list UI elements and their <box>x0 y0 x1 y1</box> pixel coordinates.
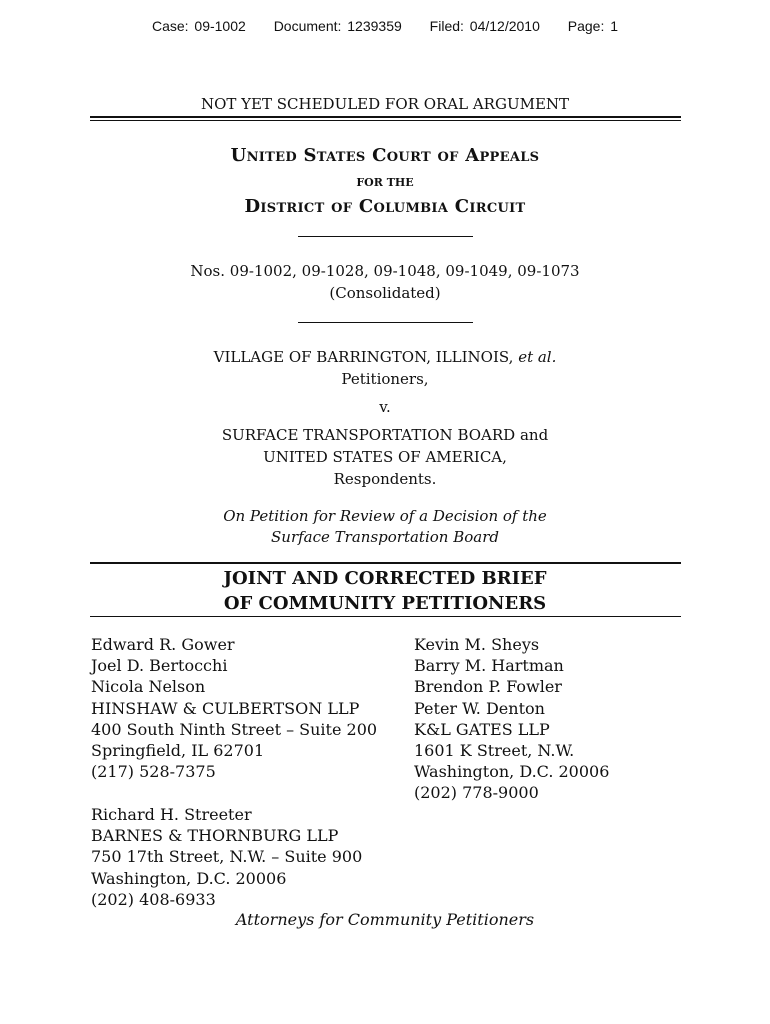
counsel-line: K&L GATES LLP <box>414 719 550 739</box>
header-page: Page: 1 <box>567 18 619 34</box>
oral-argument-notice: NOT YET SCHEDULED FOR ORAL ARGUMENT <box>200 95 570 113</box>
petitioner-name <box>0 348 770 366</box>
brief-title-line-1: JOINT AND CORRECTED BRIEF <box>223 568 547 589</box>
petitioner-etal: et al. <box>518 348 557 366</box>
thin-rule <box>90 616 681 617</box>
header-case: Case: 09-1002 <box>151 18 246 34</box>
double-rule <box>90 116 681 121</box>
counsel-line: Brendon P. Fowler <box>414 677 562 697</box>
counsel-line: Washington, D.C. 20006 <box>91 868 287 888</box>
counsel-block-right <box>414 634 609 804</box>
counsel-block-left-2 <box>91 804 362 910</box>
short-rule-2 <box>298 322 473 323</box>
court-name: United States Court of Appeals <box>230 145 540 166</box>
counsel-block-left <box>91 634 377 782</box>
petition-line-1: On Petition for Review of a Decision of the <box>223 507 547 525</box>
counsel-line: Springfield, IL 62701 <box>91 741 265 761</box>
court-circuit: District of Columbia Circuit <box>244 196 526 217</box>
brief-title-line-2: OF COMMUNITY PETITIONERS <box>223 593 547 614</box>
header-document: Document: 1239359 <box>273 18 402 34</box>
counsel-line: Richard H. Streeter <box>91 805 252 824</box>
counsel-line: 400 South Ninth Street – Suite 200 <box>91 719 378 739</box>
counsel-line: Peter W. Denton <box>414 698 545 718</box>
respondent-line-2: UNITED STATES OF AMERICA, <box>263 448 507 466</box>
counsel-line: (202) 778-9000 <box>414 783 539 803</box>
counsel-line: Edward R. Gower <box>91 635 235 654</box>
counsel-line: Barry M. Hartman <box>414 656 564 676</box>
ecf-header <box>0 18 770 34</box>
consolidated-label: (Consolidated) <box>329 284 441 302</box>
case-numbers: Nos. 09-1002, 09-1028, 09-1048, 09-1049, 09-1073 <box>190 262 580 280</box>
petitioner-role: Petitioners, <box>341 370 429 388</box>
counsel-line: BARNES & THORNBURG LLP <box>91 826 339 846</box>
counsel-line: (202) 408-6933 <box>91 889 216 909</box>
attorneys-for: Attorneys for Community Petitioners <box>235 910 535 929</box>
versus: v. <box>379 398 391 416</box>
petitioner-text: VILLAGE OF BARRINGTON, ILLINOIS, <box>213 348 514 366</box>
counsel-line: Joel D. Bertocchi <box>91 656 228 676</box>
respondent-line-1: SURFACE TRANSPORTATION BOARD and <box>221 426 549 444</box>
thick-rule <box>90 562 681 564</box>
counsel-line: 750 17th Street, N.W. – Suite 900 <box>91 847 363 867</box>
short-rule-1 <box>298 236 473 237</box>
respondent-role: Respondents. <box>333 470 437 488</box>
petition-line-2: Surface Transportation Board <box>271 528 499 546</box>
header-filed: Filed: 04/12/2010 <box>429 18 540 34</box>
counsel-line: (217) 528-7375 <box>91 762 216 782</box>
counsel-line: 1601 K Street, N.W. <box>414 741 575 761</box>
counsel-line: Nicola Nelson <box>91 677 206 697</box>
court-for-the: FOR THE <box>356 176 414 189</box>
counsel-line: HINSHAW & CULBERTSON LLP <box>91 698 360 718</box>
counsel-line: Washington, D.C. 20006 <box>414 762 610 782</box>
counsel-line: Kevin M. Sheys <box>414 635 540 654</box>
